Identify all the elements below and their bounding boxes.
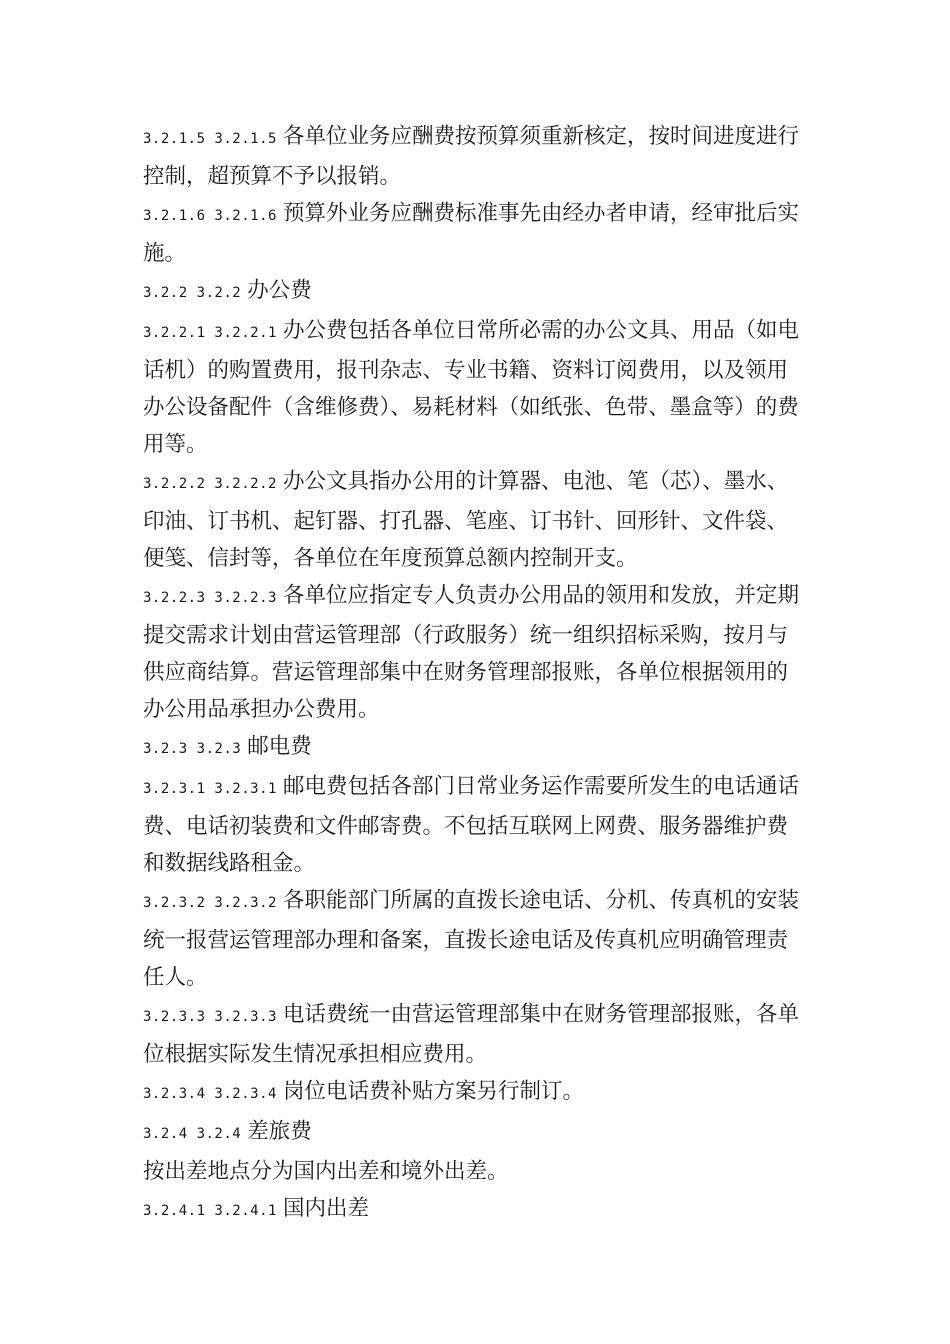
clause-number: 3.2.3.4 3.2.3.4 (143, 1086, 277, 1102)
paragraph-3-2-1-6 (143, 195, 808, 272)
clause-number: 3.2.2.2 3.2.2.2 (143, 476, 277, 492)
section-title: 办公费 (247, 278, 312, 303)
clause-text: 办公文具指办公用的计算器、电池、笔（芯）、墨水、印油、订书机、起钉器、打孔器、笔座、订书针、回形针、文件袋、便笺、信封等，各单位在年度预算总额内控制开支。 (143, 469, 789, 571)
paragraph-3-2-2-2 (143, 463, 808, 577)
clause-number: 3.2.4.1 3.2.4.1 (143, 1203, 277, 1219)
clause-number: 3.2.4 3.2.4 (143, 1126, 242, 1142)
document-body (143, 118, 808, 1230)
clause-number: 3.2.3.1 3.2.3.1 (143, 781, 277, 797)
heading-3-2-3 (143, 728, 808, 768)
clause-text: 岗位电话费补贴方案另行制订。 (282, 1079, 584, 1104)
clause-text: 邮电费包括各部门日常业务运作需要所发生的电话通话费、电话初装费和文件邮寄费。不包括互联网上网费、服务器维护费和数据线路租金。 (143, 774, 799, 876)
heading-3-2-4-1 (143, 1190, 808, 1230)
section-title: 差旅费 (247, 1119, 312, 1144)
heading-3-2-2 (143, 272, 808, 312)
clause-text: 电话费统一由营运管理部集中在财务管理部报账，各单位根据实际发生情况承担相应费用。 (143, 1002, 799, 1067)
paragraph-3-2-3-2 (143, 882, 808, 996)
paragraph-3-2-1-5 (143, 118, 808, 195)
clause-text: 按出差地点分为国内出差和境外出差。 (143, 1159, 509, 1184)
clause-text: 各职能部门所属的直拨长途电话、分机、传真机的安装统一报营运管理部办理和备案，直拨长途电话及传真机应明确管理责任人。 (143, 888, 799, 990)
clause-number: 3.2.1.5 3.2.1.5 (143, 131, 277, 147)
clause-number: 3.2.3 3.2.3 (143, 741, 242, 757)
section-title: 国内出差 (282, 1196, 369, 1221)
clause-number: 3.2.2.1 3.2.2.1 (143, 325, 277, 341)
heading-3-2-4 (143, 1113, 808, 1153)
clause-number: 3.2.2.3 3.2.2.3 (143, 590, 277, 606)
clause-text: 预算外业务应酬费标准事先由经办者申请，经审批后实施。 (143, 201, 799, 266)
clause-number: 3.2.3.3 3.2.3.3 (143, 1009, 277, 1025)
paragraph-travel-intro (143, 1153, 808, 1190)
section-title: 邮电费 (247, 734, 312, 759)
paragraph-3-2-3-1 (143, 768, 808, 882)
paragraph-3-2-3-4 (143, 1073, 808, 1113)
clause-number: 3.2.2 3.2.2 (143, 285, 242, 301)
clause-text: 办公费包括各单位日常所必需的办公文具、用品（如电话机）的购置费用，报刊杂志、专业书籍、资料订阅费用，以及领用办公设备配件（含维修费）、易耗材料（如纸张、色带、墨盒等）的费用等。 (143, 318, 799, 457)
clause-number: 3.2.1.6 3.2.1.6 (143, 208, 277, 224)
clause-text: 各单位应指定专人负责办公用品的领用和发放，并定期提交需求计划由营运管理部（行政服务）统一组织招标采购，按月与供应商结算。营运管理部集中在财务管理部报账，各单位根据领用的办公用品承担办公费用。 (143, 583, 799, 722)
paragraph-3-2-3-3 (143, 996, 808, 1073)
clause-text: 各单位业务应酬费按预算须重新核定，按时间进度进行控制，超预算不予以报销。 (143, 124, 799, 189)
paragraph-3-2-2-3 (143, 577, 808, 728)
clause-number: 3.2.3.2 3.2.3.2 (143, 895, 277, 911)
paragraph-3-2-2-1 (143, 312, 808, 463)
